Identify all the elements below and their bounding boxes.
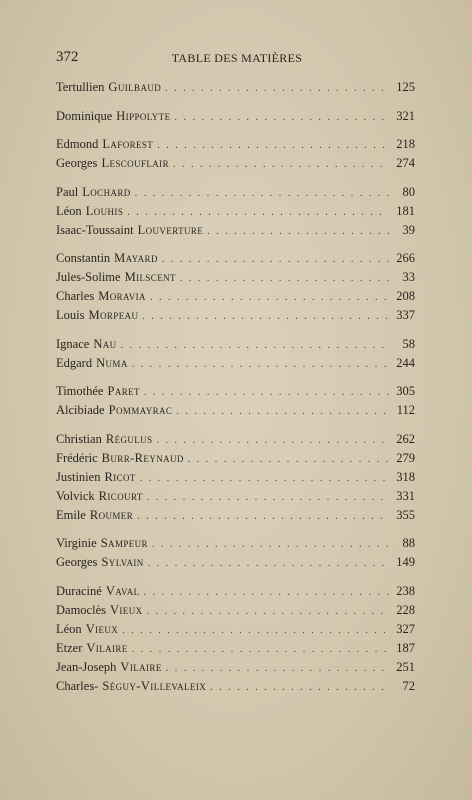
- entry-page-number: 337: [396, 308, 415, 322]
- entry-page-number: 238: [396, 583, 415, 598]
- toc-entry: [56, 555, 415, 574]
- toc-entry: [56, 137, 415, 156]
- toc-entry: [56, 603, 415, 622]
- toc-entry: [56, 622, 415, 641]
- entry-page-number: 149: [396, 555, 415, 569]
- author-last-name: Paret: [107, 384, 140, 398]
- author-last-name: Morpeau: [88, 308, 139, 322]
- author-first-name: Volvick: [56, 488, 95, 503]
- dot-leader: [207, 226, 389, 237]
- entry-page-number: 218: [396, 137, 415, 151]
- toc-entry: [56, 204, 415, 223]
- author-first-name: Georges: [56, 555, 98, 569]
- author-last-name: Laforest: [102, 137, 154, 151]
- toc-entry: [56, 536, 415, 555]
- toc-group: [56, 432, 415, 527]
- author-last-name: Louverture: [137, 222, 204, 237]
- author-last-name: Hippolyte: [116, 108, 171, 123]
- entry-page-number: 355: [396, 507, 415, 522]
- author-last-name: Régulus: [105, 431, 153, 446]
- toc-entry: [56, 223, 415, 242]
- toc-entry: [56, 80, 415, 99]
- author-first-name: Ignace: [56, 336, 90, 351]
- author-first-name: Alcibiade: [56, 403, 105, 417]
- dot-leader: [137, 511, 389, 522]
- page-number: 372: [56, 49, 79, 65]
- toc-entry: [56, 156, 415, 175]
- dot-leader: [132, 644, 389, 655]
- page-header: [56, 49, 418, 69]
- entry-page-number: 58: [402, 336, 415, 351]
- dot-leader: [150, 292, 389, 303]
- entry-page-number: 244: [396, 355, 415, 370]
- toc-entry: [56, 109, 415, 128]
- author-last-name: Vaval: [105, 583, 140, 598]
- entry-page-number: 266: [396, 251, 415, 265]
- toc-entry: [56, 337, 415, 356]
- author-first-name: Louis: [56, 308, 85, 322]
- author-first-name: Paul: [56, 184, 79, 199]
- toc-group: [56, 80, 415, 99]
- dot-leader: [144, 387, 389, 398]
- dot-leader: [176, 406, 389, 417]
- dot-leader: [135, 188, 389, 199]
- entry-page-number: 327: [396, 621, 415, 636]
- entry-page-number: 33: [402, 270, 415, 284]
- toc-group: [56, 251, 415, 327]
- dot-leader: [147, 492, 389, 503]
- entry-page-number: 208: [396, 289, 415, 303]
- author-last-name: Vilaire: [86, 640, 128, 655]
- dot-leader: [144, 587, 389, 598]
- entry-page-number: 39: [402, 222, 415, 237]
- toc-group: [56, 384, 415, 422]
- author-first-name: Edgard: [56, 355, 93, 370]
- author-first-name: Jean-Joseph: [56, 659, 117, 674]
- author-first-name: Frédéric: [56, 450, 98, 465]
- author-last-name: Roumer: [89, 507, 134, 522]
- entry-page-number: 80: [402, 184, 415, 199]
- toc-entry: [56, 289, 415, 308]
- entry-page-number: 112: [396, 403, 415, 417]
- toc-entry: [56, 584, 415, 603]
- author-last-name: Guilbaud: [108, 80, 162, 94]
- dot-leader: [173, 159, 389, 170]
- dot-leader: [210, 682, 389, 693]
- entry-page-number: 187: [396, 640, 415, 655]
- toc-entry: [56, 403, 415, 422]
- entry-page-number: 72: [402, 678, 415, 693]
- entry-page-number: 228: [396, 602, 415, 617]
- dot-leader: [148, 558, 389, 569]
- author-first-name: Charles-: [56, 678, 99, 693]
- author-first-name: Jules-Solime: [56, 270, 121, 284]
- toc-entry: [56, 356, 415, 375]
- author-last-name: Ricourt: [98, 488, 143, 503]
- toc-entry: [56, 660, 415, 679]
- author-first-name: Isaac-Toussaint: [56, 222, 134, 237]
- author-last-name: Sampeur: [100, 536, 148, 550]
- toc-entry: [56, 470, 415, 489]
- author-first-name: Constantin: [56, 251, 111, 265]
- dot-leader: [180, 273, 389, 284]
- author-first-name: Etzer: [56, 640, 83, 655]
- author-last-name: Nau: [93, 336, 117, 351]
- dot-leader: [156, 435, 389, 446]
- dot-leader: [157, 140, 389, 151]
- toc-group: [56, 536, 415, 574]
- entry-page-number: 125: [396, 80, 415, 94]
- toc-group: [56, 185, 415, 242]
- author-last-name: Numa: [96, 355, 128, 370]
- dot-leader: [174, 112, 389, 123]
- author-last-name: Ricot: [104, 469, 136, 484]
- author-first-name: Duraciné: [56, 583, 102, 598]
- author-last-name: Vilaire: [120, 659, 162, 674]
- running-title: TABLE DES MATIÈRES: [171, 51, 303, 65]
- author-first-name: Tertullien: [56, 80, 105, 94]
- author-first-name: Georges: [56, 156, 98, 170]
- author-last-name: Louhis: [85, 203, 124, 218]
- entry-page-number: 262: [396, 431, 415, 446]
- author-last-name: Sylvain: [101, 555, 144, 569]
- author-last-name: Moravia: [98, 289, 146, 303]
- author-last-name: Burr-Reynaud: [101, 450, 184, 465]
- author-first-name: Emile: [56, 507, 86, 522]
- entry-page-number: 181: [396, 203, 415, 218]
- author-first-name: Dominique: [56, 108, 113, 123]
- toc-group: [56, 109, 415, 128]
- toc-entry: [56, 679, 415, 698]
- toc-entry: [56, 251, 415, 270]
- dot-leader: [127, 207, 389, 218]
- author-first-name: Justinien: [56, 469, 101, 484]
- toc-group: [56, 584, 415, 698]
- dot-leader: [162, 254, 389, 265]
- author-first-name: Christian: [56, 431, 102, 446]
- dot-leader: [140, 473, 389, 484]
- table-of-contents: [56, 80, 415, 707]
- entry-page-number: 88: [402, 536, 415, 550]
- dot-leader: [121, 340, 389, 351]
- toc-entry: [56, 270, 415, 289]
- dot-leader: [188, 454, 389, 465]
- entry-page-number: 251: [396, 659, 415, 674]
- toc-entry: [56, 508, 415, 527]
- dot-leader: [142, 311, 389, 322]
- author-last-name: Mayard: [114, 251, 158, 265]
- author-last-name: Lochard: [82, 184, 131, 199]
- entry-page-number: 318: [396, 469, 415, 484]
- dot-leader: [165, 83, 389, 94]
- author-last-name: Vieux: [109, 602, 143, 617]
- author-first-name: Virginie: [56, 536, 97, 550]
- toc-entry: [56, 451, 415, 470]
- dot-leader: [122, 625, 389, 636]
- author-first-name: Charles: [56, 289, 95, 303]
- entry-page-number: 279: [396, 450, 415, 465]
- author-last-name: Pommayrac: [108, 403, 173, 417]
- author-last-name: Vieux: [85, 621, 119, 636]
- entry-page-number: 321: [396, 108, 415, 123]
- toc-group: [56, 137, 415, 175]
- entry-page-number: 274: [396, 156, 415, 170]
- toc-entry: [56, 308, 415, 327]
- toc-entry: [56, 384, 415, 403]
- dot-leader: [152, 539, 389, 550]
- entry-page-number: 305: [396, 384, 415, 398]
- author-last-name: Lescouflair: [101, 156, 169, 170]
- dot-leader: [132, 359, 389, 370]
- author-first-name: Timothée: [56, 384, 104, 398]
- toc-group: [56, 337, 415, 375]
- dot-leader: [147, 606, 389, 617]
- author-first-name: Damoclès: [56, 602, 106, 617]
- author-first-name: Edmond: [56, 137, 99, 151]
- entry-page-number: 331: [396, 488, 415, 503]
- toc-entry: [56, 432, 415, 451]
- toc-entry: [56, 489, 415, 508]
- dot-leader: [166, 663, 389, 674]
- author-first-name: Léon: [56, 621, 82, 636]
- toc-entry: [56, 641, 415, 660]
- author-first-name: Léon: [56, 203, 82, 218]
- author-last-name: Séguy-Villevaleix: [102, 678, 207, 693]
- toc-entry: [56, 185, 415, 204]
- author-last-name: Milscent: [124, 270, 176, 284]
